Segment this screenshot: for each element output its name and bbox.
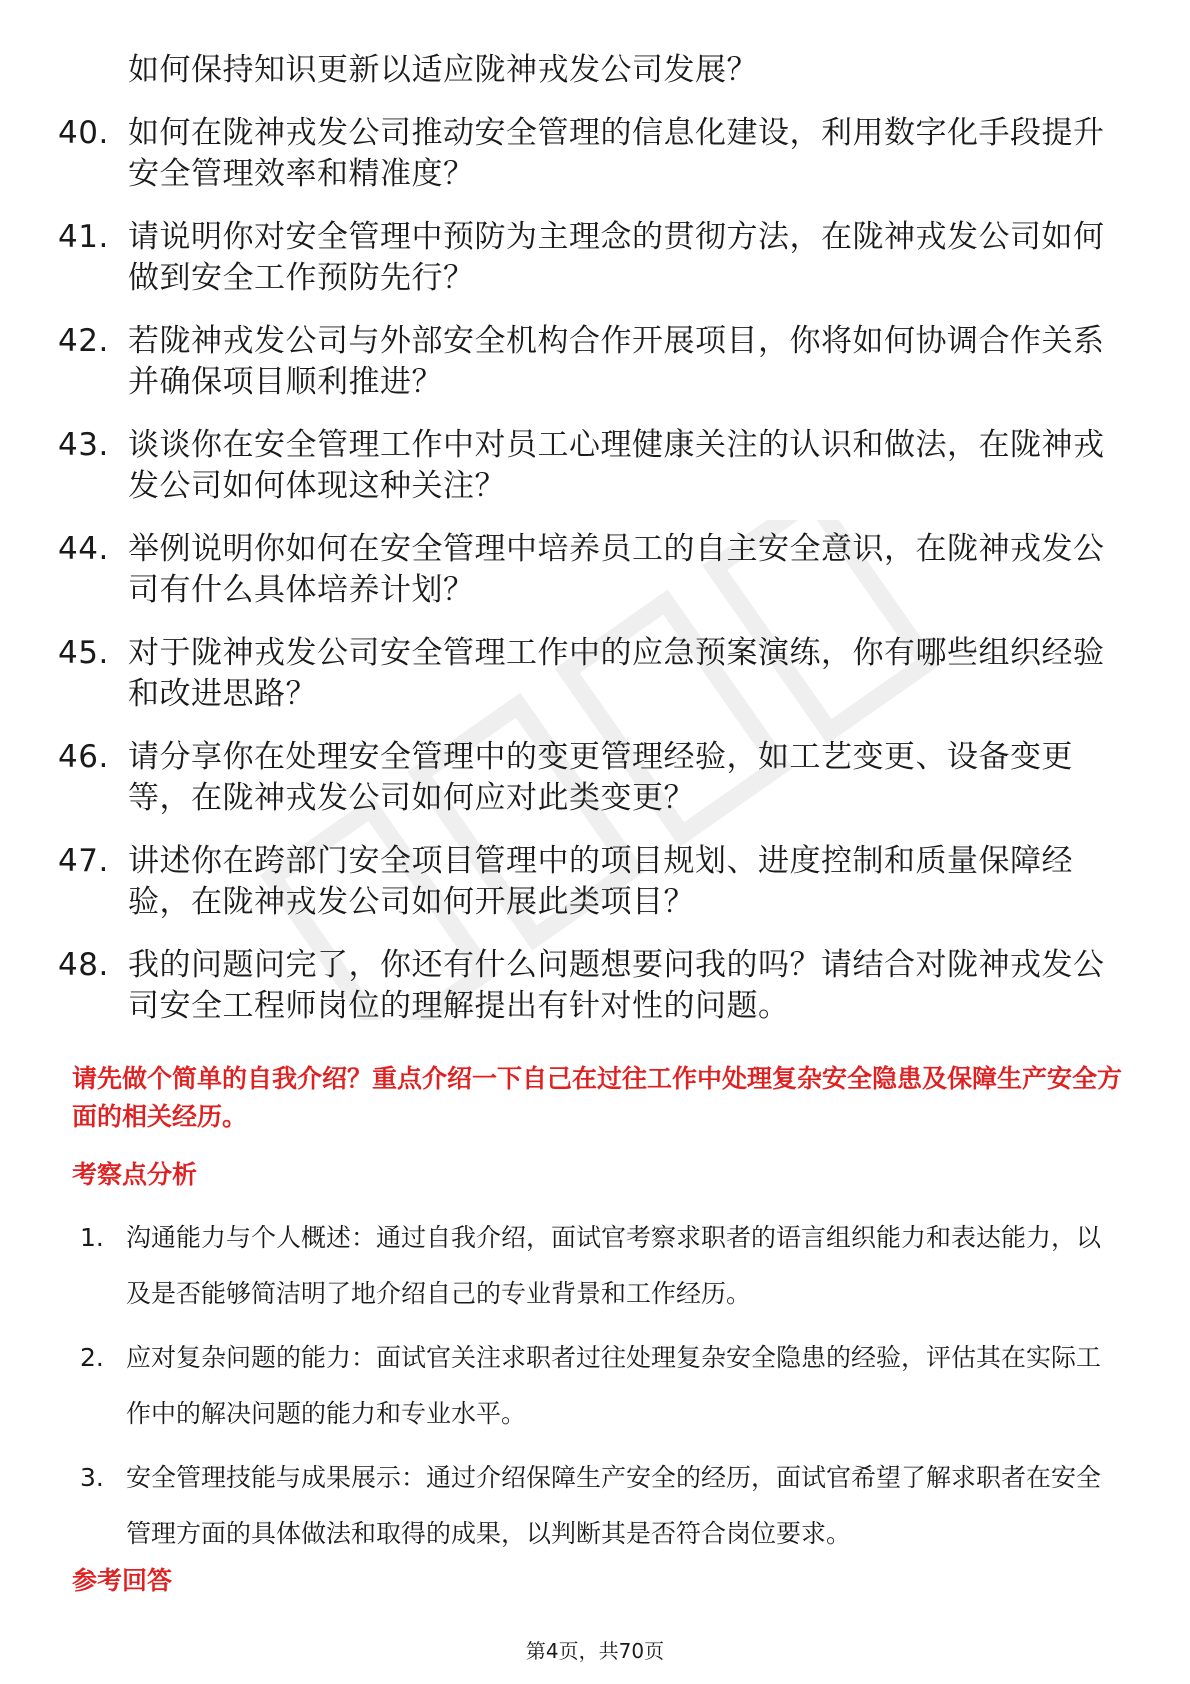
analysis-text: 沟通能力与个人概述：通过自我介绍，面试官考察求职者的语言组织能力和表达能力，以及是否能够简洁明了地介绍自己的专业背景和工作经历。 bbox=[126, 1223, 1102, 1308]
question-item bbox=[58, 737, 1118, 819]
analysis-heading: 考察点分析 bbox=[72, 1160, 198, 1189]
question-item bbox=[58, 113, 1118, 195]
question-text: 我的问题问完了，你还有什么问题想要问我的吗？请结合对陇神戎发公司安全工程师岗位的理解提出有针对性的问题。 bbox=[128, 947, 1105, 1024]
question-text: 请说明你对安全管理中预防为主理念的贯彻方法，在陇神戎发公司如何做到安全工作预防先行？ bbox=[128, 219, 1105, 296]
question-item bbox=[58, 425, 1118, 507]
featured-question: 请先做个简单的自我介绍？重点介绍一下自己在过往工作中处理复杂安全隐患及保障生产安全方面的相关经历。 bbox=[72, 1064, 1123, 1131]
question-number: 47. bbox=[58, 843, 109, 879]
analysis-text: 安全管理技能与成果展示：通过介绍保障生产安全的经历，面试官希望了解求职者在安全管理方面的具体做法和取得的成果，以判断其是否符合岗位要求。 bbox=[126, 1463, 1102, 1548]
question-number: 45. bbox=[58, 635, 109, 671]
question-number: 42. bbox=[58, 323, 109, 359]
analysis-text: 应对复杂问题的能力：面试官关注求职者过往处理复杂安全隐患的经验，评估其在实际工作中的解决问题的能力和专业水平。 bbox=[126, 1343, 1102, 1428]
question-text: 讲述你在跨部门安全项目管理中的项目规划、进度控制和质量保障经验，在陇神戎发公司如何开展此类项目？ bbox=[128, 843, 1073, 920]
question-continuation: 如何保持知识更新以适应陇神戎发公司发展？ bbox=[128, 52, 758, 88]
page-footer: 第4页，共70页 bbox=[525, 1639, 665, 1663]
question-text: 如何在陇神戎发公司推动安全管理的信息化建设，利用数字化手段提升安全管理效率和精准度？ bbox=[128, 115, 1105, 192]
question-number: 40. bbox=[58, 115, 109, 151]
analysis-number: 1. bbox=[80, 1223, 104, 1252]
question-number: 48. bbox=[58, 947, 109, 983]
question-text: 举例说明你如何在安全管理中培养员工的自主安全意识，在陇神戎发公司有什么具体培养计划？ bbox=[128, 531, 1105, 608]
question-item bbox=[58, 217, 1118, 299]
question-number: 46. bbox=[58, 739, 109, 775]
analysis-list bbox=[80, 1210, 1120, 1562]
question-item bbox=[58, 529, 1118, 611]
question-text: 若陇神戎发公司与外部安全机构合作开展项目，你将如何协调合作关系并确保项目顺利推进？ bbox=[128, 323, 1105, 400]
question-text: 请分享你在处理安全管理中的变更管理经验，如工艺变更、设备变更等，在陇神戎发公司如何应对此类变更？ bbox=[128, 739, 1073, 816]
analysis-item bbox=[80, 1450, 1120, 1562]
analysis-item bbox=[80, 1330, 1120, 1442]
question-item bbox=[58, 633, 1118, 715]
question-text: 对于陇神戎发公司安全管理工作中的应急预案演练，你有哪些组织经验和改进思路？ bbox=[128, 635, 1105, 712]
question-text: 谈谈你在安全管理工作中对员工心理健康关注的认识和做法，在陇神戎发公司如何体现这种关注？ bbox=[128, 427, 1105, 504]
reference-answer-heading: 参考回答 bbox=[72, 1566, 173, 1595]
question-item bbox=[58, 945, 1118, 1027]
question-number: 44. bbox=[58, 531, 109, 567]
question-item bbox=[58, 841, 1118, 923]
question-list bbox=[58, 50, 1118, 1049]
analysis-number: 2. bbox=[80, 1343, 104, 1372]
analysis-item bbox=[80, 1210, 1120, 1322]
analysis-number: 3. bbox=[80, 1463, 104, 1492]
question-number: 43. bbox=[58, 427, 109, 463]
question-number: 41. bbox=[58, 219, 109, 255]
question-item bbox=[58, 321, 1118, 403]
